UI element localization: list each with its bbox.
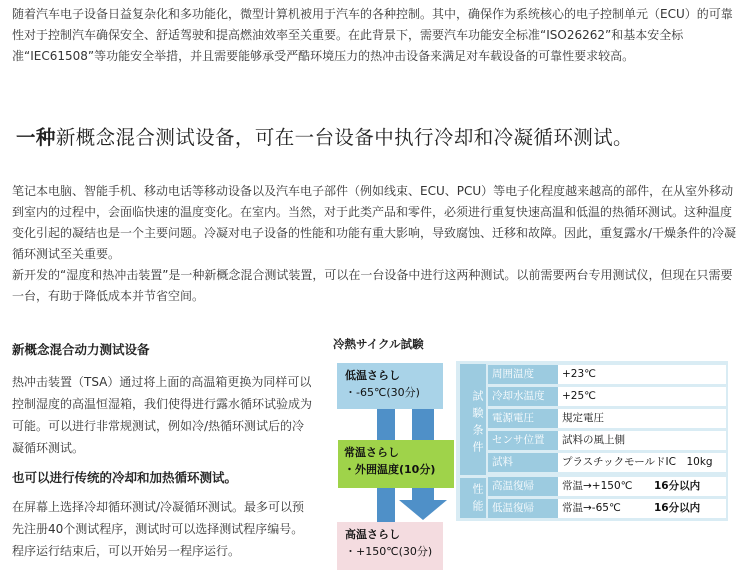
body-paragraph-1: 笔记本电脑、智能手机、移动电话等移动设备以及汽车电子部件（例如线束、ECU、PCU）等电子化程度越来越高的部件，在从室外移动到室内的过程中，会面临快速的温度变化。在室内。当然，对于此类产品和零件，必须进行重复快速高温和低温的热循环测试。这种温度变化引起的凝结也是一个主要问题。冷凝对电子设备的性能和功能有重大影响，导致腐蚀、迁移和故障。因此，重复露水/干燥条件的冷凝循环测试至关重要。: [12, 184, 737, 261]
low-temp-value: ・-65℃(30分): [345, 386, 420, 399]
high-temp-box: [337, 522, 443, 570]
intro-paragraph: 随着汽车电子设备日益复杂化和多功能化，微型计算机被用于汽车的各种控制。其中，确保作为系统核心的电子控制单元（ECU）的可靠性对于控制汽车确保安全、舒适驾驶和提高燃油效率至关重要。在此背景下，需要汽车功能安全标准“ISO26262”和基本安全标准“IEC61508”等功能安全举措，并且需要能够承受严酷环境压力的热冲击设备来满足对车载设备的可靠性要求较高。: [12, 7, 733, 63]
page-heading: [16, 122, 633, 150]
condition-value: +25℃: [558, 387, 726, 406]
high-temp-value: ・+150℃(30分): [345, 545, 433, 558]
condition-name: 試料: [488, 453, 560, 472]
condition-name: センサ位置: [488, 431, 560, 450]
low-temp-title: 低温さらし: [345, 369, 400, 382]
condition-value: プラスチックモールドIC 10kg: [558, 453, 726, 472]
performance-value: 常温→-65℃: [558, 499, 652, 518]
room-temp-title: 常温さらし: [344, 446, 399, 459]
body-text: [12, 181, 737, 307]
performance-time: 16分以内: [650, 499, 726, 518]
performance-time: 16分以内: [650, 477, 726, 496]
diagram-title: 冷熱サイクル試験: [333, 337, 424, 351]
heading-rest: 新概念混合测试设备，可在一台设备中执行冷却和冷凝循环测试。: [55, 126, 633, 149]
high-temp-title: 高温さらし: [345, 528, 400, 541]
section-text-hybrid: 热冲击装置（TSA）通过将上面的高温箱更换为同样可以控制湿度的高温恒湿箱，我们使得进行露水循环试验成为可能。可以进行非常规测试，例如冷/热循环测试后的冷凝循环测试。: [12, 375, 313, 455]
section-title-hybrid: 新概念混合动力测试设备: [12, 342, 150, 357]
condition-name: 冷却水温度: [488, 387, 560, 406]
performance-label: 性能: [460, 478, 486, 518]
room-temp-box: [338, 440, 454, 488]
condition-value: 試料の風上側: [558, 431, 726, 450]
conditions-panel: [456, 361, 728, 521]
section-title-conventional: 也可以进行传统的冷却和加热循环测试。: [12, 470, 238, 485]
condition-value: 規定電圧: [558, 409, 726, 428]
low-temp-box: [337, 363, 443, 409]
section-text-conventional: 在屏幕上选择冷却循环测试/冷凝循环测试。最多可以预先注册40个测试程序，测试时可以选择测试程序编号。程序运行结束后，可以开始另一程序运行。: [12, 500, 305, 558]
heading-lead: 一种: [16, 126, 56, 149]
performance-value: 常温→+150℃: [558, 477, 652, 496]
performance-name: 高温復帰: [488, 477, 560, 496]
body-paragraph-2: 新开发的“湿度和热冲击装置”是一种新概念混合测试装置，可以在一台设备中进行这两种测试。以前需要两台专用测试仪，但现在只需要一台，有助于降低成本并节省空间。: [12, 268, 733, 303]
performance-name: 低温復帰: [488, 499, 560, 518]
test-conditions-label: 試験条件: [460, 364, 486, 475]
room-temp-value: ・外囲温度(10分): [344, 463, 436, 476]
condition-name: 周囲温度: [488, 365, 560, 384]
condition-value: +23℃: [558, 365, 726, 384]
condition-name: 電源電圧: [488, 409, 560, 428]
